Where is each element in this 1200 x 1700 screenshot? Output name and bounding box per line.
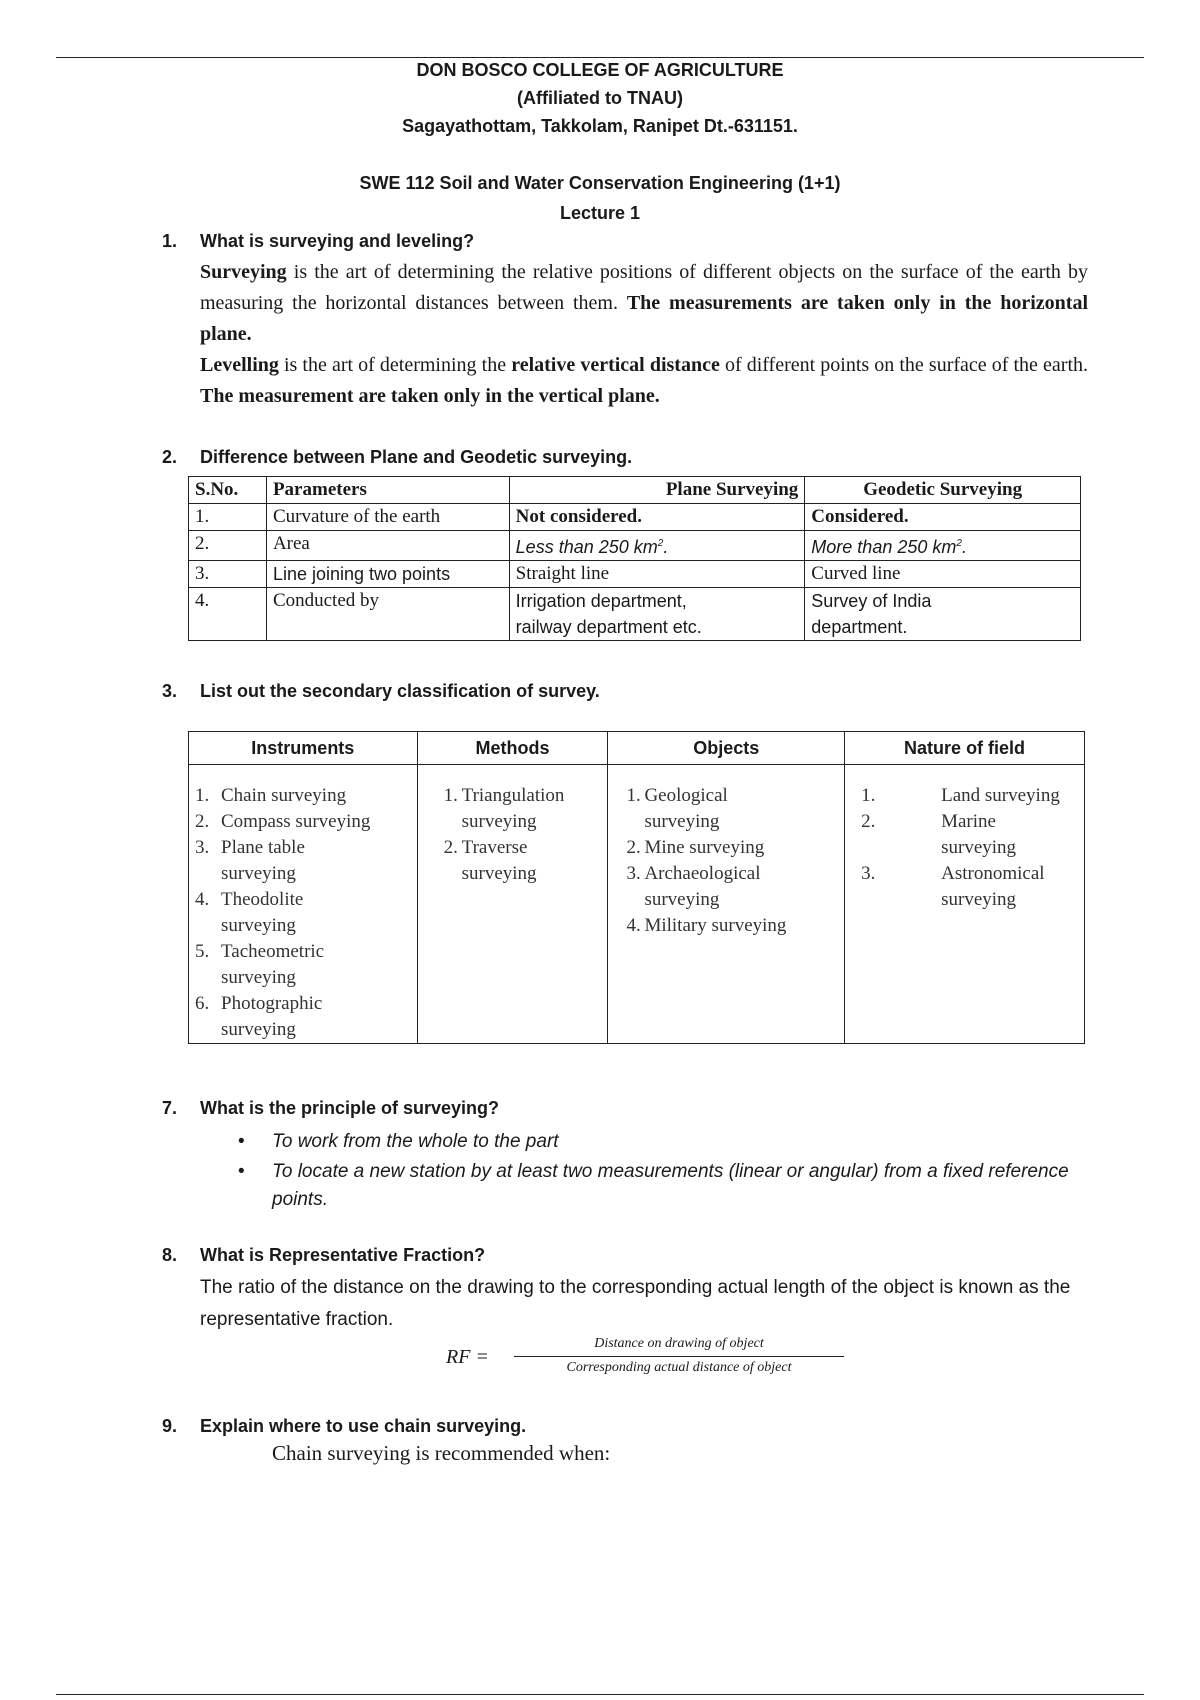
cell-plane bbox=[509, 531, 805, 561]
bullet-icon: • bbox=[238, 1131, 245, 1152]
item-number: 2. bbox=[626, 837, 641, 858]
formula-lhs: RF = bbox=[446, 1346, 489, 1368]
cell-sno: 3. bbox=[189, 561, 267, 588]
nature-list bbox=[861, 783, 1078, 913]
list-item bbox=[195, 887, 411, 939]
item-number: 3. bbox=[195, 837, 210, 858]
definition-emphasis: relative vertical distance bbox=[511, 354, 720, 376]
question-number: 1. bbox=[162, 231, 178, 251]
item-number: 1. bbox=[861, 785, 876, 806]
item-number: 2. bbox=[195, 811, 210, 832]
col-header-sno: S.No. bbox=[189, 477, 267, 504]
item-text: Plane table bbox=[221, 837, 305, 858]
levelling-definition bbox=[200, 350, 1088, 412]
item-text: Photographic bbox=[221, 993, 323, 1014]
definition-emphasis: The measurements are taken only in the horizontal plane. bbox=[200, 292, 1089, 345]
list-item bbox=[444, 783, 602, 835]
list-item bbox=[626, 835, 838, 861]
item-text: surveying bbox=[941, 889, 1017, 910]
college-name: DON BOSCO COLLEGE OF AGRICULTURE bbox=[416, 60, 784, 80]
item-text: Compass surveying bbox=[221, 811, 371, 832]
list-item bbox=[626, 861, 838, 913]
item-text: surveying bbox=[461, 863, 537, 884]
list-item bbox=[195, 835, 411, 887]
cell-text: Less than 250 km bbox=[515, 537, 658, 557]
item-text: Astronomical bbox=[941, 863, 1045, 884]
question-text: What is Representative Fraction? bbox=[200, 1245, 486, 1265]
question-9 bbox=[162, 1413, 526, 1439]
item-text: surveying bbox=[461, 811, 537, 832]
definition-emphasis: The measurement are taken only in the vertical plane. bbox=[200, 385, 660, 407]
methods-list bbox=[444, 783, 602, 887]
cell-parameter: Line joining two points bbox=[266, 561, 509, 588]
question-number: 3. bbox=[162, 681, 178, 701]
item-number: 3. bbox=[626, 863, 641, 884]
table-row bbox=[189, 765, 1085, 1044]
principle-bullet bbox=[240, 1128, 1090, 1156]
col-header-parameters: Parameters bbox=[266, 477, 509, 504]
question-text: Difference between Plane and Geodetic surveying. bbox=[200, 447, 633, 467]
rf-definition: The ratio of the distance on the drawing to the corresponding actual length of the object is known as the representative fraction. bbox=[200, 1277, 1071, 1330]
definition-text: is the art of determining the bbox=[278, 354, 512, 376]
instruments-cell bbox=[189, 765, 418, 1044]
question-8 bbox=[162, 1242, 485, 1268]
affiliation: (Affiliated to TNAU) bbox=[517, 88, 683, 108]
item-number: 4. bbox=[195, 889, 210, 910]
table-header-row bbox=[189, 477, 1081, 504]
plane-vs-geodetic-table bbox=[188, 476, 1081, 641]
col-header-methods: Methods bbox=[417, 732, 608, 765]
cell-geodetic bbox=[805, 588, 1081, 641]
question-number: 9. bbox=[162, 1416, 178, 1436]
item-text: Chain surveying bbox=[221, 785, 347, 806]
list-item bbox=[195, 809, 411, 835]
formula-fraction bbox=[514, 1334, 844, 1379]
item-number: 6. bbox=[195, 993, 210, 1014]
definition-text: of different points on the surface of the earth. bbox=[719, 354, 1089, 376]
bottom-rule bbox=[56, 1694, 1144, 1695]
col-header-geodetic: Geodetic Surveying bbox=[805, 477, 1081, 504]
cell-parameter: Curvature of the earth bbox=[266, 504, 509, 531]
item-text: Tacheometric bbox=[221, 941, 325, 962]
cell-geodetic bbox=[805, 531, 1081, 561]
lecture-label: Lecture 1 bbox=[559, 203, 641, 223]
table-row bbox=[189, 561, 1081, 588]
cell-line: Survey of India bbox=[811, 591, 932, 611]
instruments-list bbox=[195, 783, 411, 1043]
question-number: 8. bbox=[162, 1245, 178, 1265]
question-3 bbox=[162, 678, 600, 704]
question-number: 7. bbox=[162, 1098, 178, 1118]
list-item bbox=[195, 783, 411, 809]
question-text: What is surveying and leveling? bbox=[200, 231, 475, 251]
cell-plane: Straight line bbox=[509, 561, 805, 588]
item-text: Land surveying bbox=[941, 785, 1060, 806]
cell-geodetic: Considered. bbox=[805, 504, 1081, 531]
list-item bbox=[626, 783, 838, 835]
cell-plane bbox=[509, 588, 805, 641]
secondary-classification-table bbox=[188, 731, 1085, 1044]
item-number: 1. bbox=[626, 785, 641, 806]
cell-text: . bbox=[961, 537, 967, 557]
bullet-text: To work from the whole to the part bbox=[272, 1131, 559, 1152]
objects-list bbox=[626, 783, 838, 939]
cell-line: Irrigation department, bbox=[515, 591, 687, 611]
formula-denominator: Corresponding actual distance of object bbox=[566, 1360, 792, 1375]
table-row bbox=[189, 531, 1081, 561]
item-text: surveying bbox=[941, 837, 1017, 858]
methods-cell bbox=[417, 765, 608, 1044]
college-header bbox=[0, 56, 1200, 140]
item-text: Geological bbox=[644, 785, 728, 806]
item-number: 1. bbox=[195, 785, 210, 806]
list-item bbox=[861, 809, 1078, 861]
bullet-text: To locate a new station by at least two measurements (linear or angular) from a fixed reference points. bbox=[272, 1161, 1069, 1210]
list-item bbox=[444, 835, 602, 887]
course-title: SWE 112 Soil and Water Conservation Engineering (1+1) bbox=[359, 173, 841, 193]
item-text: Marine bbox=[941, 811, 996, 832]
nature-cell bbox=[845, 765, 1085, 1044]
formula-numerator: Distance on drawing of object bbox=[514, 1334, 844, 1357]
question-number: 2. bbox=[162, 447, 178, 467]
item-number: 3. bbox=[861, 863, 876, 884]
chain-surveying-text: Chain surveying is recommended when: bbox=[272, 1441, 611, 1465]
question-2 bbox=[162, 444, 632, 470]
college-address: Sagayathottam, Takkolam, Ranipet Dt.-631151. bbox=[402, 116, 798, 136]
col-header-instruments: Instruments bbox=[189, 732, 418, 765]
item-text: Triangulation bbox=[461, 785, 565, 806]
list-item bbox=[626, 913, 838, 939]
item-text: Mine surveying bbox=[644, 837, 765, 858]
question-text: Explain where to use chain surveying. bbox=[200, 1416, 527, 1436]
list-item bbox=[861, 783, 1078, 809]
cell-text: . bbox=[663, 537, 669, 557]
item-text: surveying bbox=[221, 967, 296, 988]
question-text: What is the principle of surveying? bbox=[200, 1098, 500, 1118]
item-number: 2. bbox=[861, 811, 876, 832]
cell-sno: 2. bbox=[189, 531, 267, 561]
table-header-row bbox=[189, 732, 1085, 765]
item-number: 4. bbox=[626, 915, 641, 936]
cell-geodetic: Curved line bbox=[805, 561, 1081, 588]
item-number: 5. bbox=[195, 941, 210, 962]
cell-line: department. bbox=[811, 617, 908, 637]
item-text: Military surveying bbox=[644, 915, 787, 936]
question-text: List out the secondary classification of survey. bbox=[200, 681, 600, 701]
item-number: 1. bbox=[443, 785, 458, 806]
term-surveying: Surveying bbox=[200, 261, 287, 283]
cell-sno: 4. bbox=[189, 588, 267, 641]
principle-bullet bbox=[240, 1158, 1090, 1214]
item-number: 2. bbox=[443, 837, 458, 858]
superscript: 2 bbox=[657, 538, 664, 549]
table-row bbox=[189, 588, 1081, 641]
item-text: Archaeological bbox=[644, 863, 761, 884]
col-header-objects: Objects bbox=[608, 732, 845, 765]
list-item bbox=[861, 861, 1078, 913]
cell-parameter: Conducted by bbox=[266, 588, 509, 641]
list-item bbox=[195, 991, 411, 1043]
question-1 bbox=[162, 228, 474, 254]
cell-sno: 1. bbox=[189, 504, 267, 531]
question-7 bbox=[162, 1095, 499, 1121]
table-row bbox=[189, 504, 1081, 531]
item-text: surveying bbox=[644, 889, 720, 910]
item-text: surveying bbox=[644, 811, 720, 832]
col-header-nature: Nature of field bbox=[845, 732, 1085, 765]
item-text: surveying bbox=[221, 1019, 296, 1040]
cell-parameter: Area bbox=[266, 531, 509, 561]
course-header bbox=[0, 168, 1200, 228]
item-text: Theodolite bbox=[221, 889, 304, 910]
list-item bbox=[195, 939, 411, 991]
superscript: 2 bbox=[956, 538, 962, 549]
bullet-icon: • bbox=[238, 1161, 245, 1182]
col-header-plane: Plane Surveying bbox=[509, 477, 805, 504]
objects-cell bbox=[608, 765, 845, 1044]
definition-text: is the art of determining the relative positions of different objects on the surface of the earth by measuring the horizontal distances between them. bbox=[200, 261, 1088, 314]
item-text: surveying bbox=[221, 915, 296, 936]
item-text: Traverse bbox=[461, 837, 528, 858]
cell-plane: Not considered. bbox=[509, 504, 805, 531]
surveying-definition bbox=[200, 257, 1088, 350]
cell-line: railway department etc. bbox=[515, 617, 702, 637]
term-levelling: Levelling bbox=[200, 354, 279, 376]
cell-text: More than 250 km bbox=[811, 537, 957, 557]
item-text: surveying bbox=[221, 863, 296, 884]
